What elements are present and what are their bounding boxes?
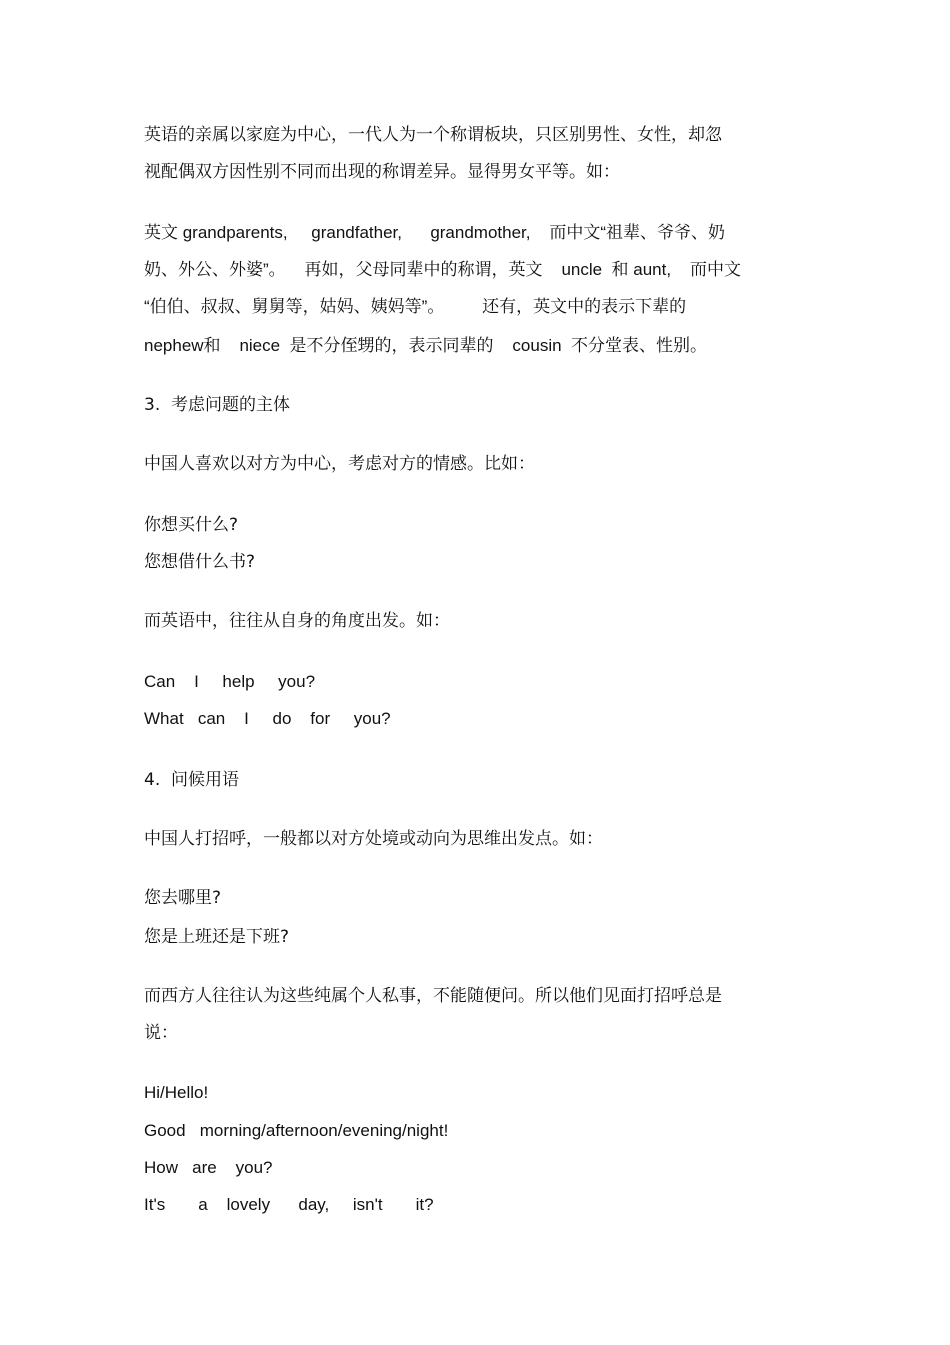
section-4-english-example: How are you? [144,1158,273,1177]
section-3-english-intro: 而英语中，往往从自身的角度出发。如： [144,611,450,631]
section-4-heading: 4. 问候用语 [144,770,240,790]
kinship-paragraph-line-3: “伯伯、叔叔、舅舅等，姑妈、姨妈等”。 还有，英文中的表示下辈的 [144,297,687,316]
section-4-western-intro-line-1: 而西方人往往认为这些纯属个人私事，不能随便问。所以他们见面打招呼总是 [144,986,722,1006]
section-4-chinese-example: 您去哪里? [144,888,222,908]
section-3-chinese-example: 你想买什么? [144,515,239,535]
intro-line-1: 英语的亲属以家庭为中心，一代人为一个称谓板块，只区别男性、女性，却忽 [144,125,722,145]
section-3-chinese-intro: 中国人喜欢以对方为中心，考虑对方的情感。比如： [144,454,535,474]
section-4-chinese-intro: 中国人打招呼，一般都以对方处境或动向为思维出发点。如： [144,829,603,849]
section-3-heading: 3. 考虑问题的主体 [144,395,291,415]
kinship-paragraph-line-2: 奶、外公、外婆”。 再如，父母同辈中的称谓，英文 uncle 和 aunt, 而中文 [144,260,741,279]
kinship-paragraph-line-1: 英文 grandparents, grandfather, grandmother, 而中文“祖辈、爷爷、奶 [144,223,726,242]
section-4-english-example: It's a lovely day, isn't it? [144,1195,434,1214]
section-3-chinese-example: 您想借什么书? [144,552,256,572]
section-3-english-example: Can I help you? [144,672,316,691]
section-4-english-example: Hi/Hello! [144,1083,209,1102]
section-4-english-example: Good morning/afternoon/evening/night! [144,1121,449,1140]
section-4-western-intro-line-2: 说： [144,1023,178,1043]
section-3-english-example: What can I do for you? [144,709,391,728]
intro-line-2: 视配偶双方因性别不同而出现的称谓差异。显得男女平等。如： [144,162,620,182]
kinship-paragraph-line-4: nephew和 niece 是不分侄甥的，表示同辈的 cousin 不分堂表、性别。 [144,336,708,355]
section-4-chinese-example: 您是上班还是下班? [144,927,290,947]
